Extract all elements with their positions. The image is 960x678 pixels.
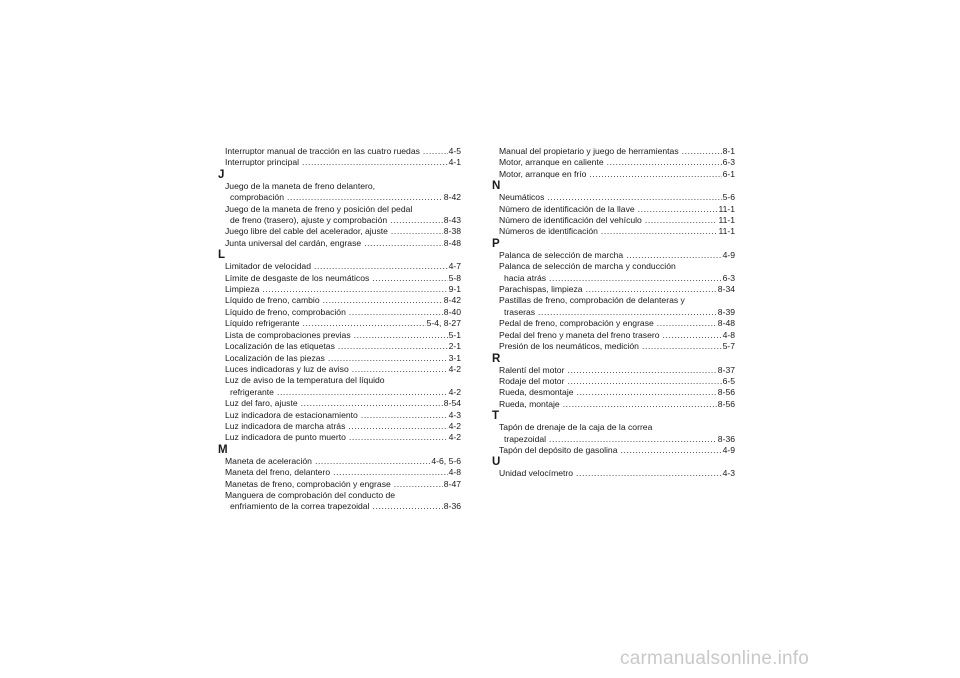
index-entry bbox=[492, 146, 735, 157]
index-page-ref: 6-1 bbox=[722, 168, 735, 179]
index-entry-text: Localización de las etiquetas bbox=[225, 341, 335, 352]
index-page-ref: 4-9 bbox=[722, 249, 735, 260]
index-section-letter: N bbox=[492, 180, 501, 193]
dot-leader bbox=[303, 318, 426, 329]
index-entry-text: Rodaje del motor bbox=[499, 375, 565, 386]
index-column-right bbox=[492, 146, 735, 480]
index-entry bbox=[492, 341, 735, 352]
index-entry bbox=[218, 273, 461, 284]
index-entry-text: Número de identificación del vehículo bbox=[499, 215, 642, 226]
index-entry bbox=[218, 238, 461, 249]
index-entry-text: Maneta de aceleración bbox=[225, 455, 312, 466]
dot-leader bbox=[682, 146, 722, 157]
index-entry bbox=[218, 364, 461, 375]
index-page-ref: 3-1 bbox=[448, 352, 461, 363]
index-entry bbox=[218, 204, 461, 227]
dot-leader bbox=[349, 432, 448, 443]
index-entry bbox=[218, 295, 461, 306]
index-entry-text: Juego de la maneta de freno delantero, bbox=[225, 180, 376, 191]
dot-leader bbox=[364, 238, 443, 249]
dot-leader bbox=[328, 353, 448, 364]
index-entry-text: hacia atrás bbox=[504, 272, 547, 283]
index-page-ref: 11-1 bbox=[718, 215, 735, 226]
index-page-ref: 8-38 bbox=[443, 226, 461, 237]
index-entry-text: Límite de desgaste de los neumáticos bbox=[225, 272, 370, 283]
index-section-letter: M bbox=[218, 443, 228, 456]
index-entry-text: Luz de aviso de la temperatura del líquido bbox=[225, 375, 385, 386]
index-entry bbox=[218, 375, 461, 398]
dot-leader bbox=[373, 501, 443, 512]
index-entry-text: Juego de la maneta de freno y posición del pedal bbox=[225, 203, 413, 214]
dot-leader bbox=[315, 456, 430, 467]
index-page-ref: 4-1 bbox=[448, 157, 461, 168]
dot-leader bbox=[390, 215, 443, 226]
index-entry-text: enfriamiento de la correa trapezoidal bbox=[230, 501, 370, 512]
dot-leader bbox=[549, 434, 717, 445]
dot-leader bbox=[567, 376, 721, 387]
index-page-ref: 4-9 bbox=[722, 444, 735, 455]
index-page-ref: 8-47 bbox=[443, 478, 461, 489]
index-section-letter: J bbox=[218, 168, 225, 181]
index-entry bbox=[218, 341, 461, 352]
index-page-ref: 4-2 bbox=[448, 432, 461, 443]
index-entry bbox=[218, 157, 461, 168]
index-entry-text: Parachispas, limpieza bbox=[499, 284, 583, 295]
index-page-ref: 8-34 bbox=[717, 284, 735, 295]
index-entry bbox=[218, 398, 461, 409]
index-entry bbox=[218, 146, 461, 157]
index-page-ref: 5-6 bbox=[722, 192, 735, 203]
index-page-ref: 8-37 bbox=[717, 364, 735, 375]
index-section-letter: L bbox=[218, 249, 226, 262]
index-entry bbox=[492, 318, 735, 329]
index-section-letter: P bbox=[492, 237, 500, 250]
index-entry bbox=[218, 421, 461, 432]
dot-leader bbox=[547, 192, 721, 203]
index-page-ref: 8-36 bbox=[717, 433, 735, 444]
index-entry-text: Pastillas de freno, comprobación de delanteras y bbox=[499, 295, 685, 306]
index-entry-text: Limitador de velocidad bbox=[225, 261, 311, 272]
dot-leader bbox=[338, 341, 448, 352]
dot-leader bbox=[549, 273, 722, 284]
dot-leader bbox=[621, 445, 722, 456]
index-entry-text: Líquido de freno, cambio bbox=[225, 295, 320, 306]
index-entry-text: Unidad velocímetro bbox=[499, 468, 574, 479]
dot-leader bbox=[423, 146, 448, 157]
dot-leader bbox=[577, 387, 717, 398]
dot-leader bbox=[538, 307, 717, 318]
index-page-ref: 8-42 bbox=[443, 192, 461, 203]
index-page-ref: 8-56 bbox=[717, 398, 735, 409]
index-entry bbox=[492, 422, 735, 445]
index-section-letter: T bbox=[492, 410, 500, 423]
dot-leader bbox=[372, 273, 447, 284]
dot-leader bbox=[576, 468, 722, 479]
index-entry bbox=[492, 399, 735, 410]
index-entry-text: Número de identificación de la llave bbox=[499, 203, 635, 214]
index-section-letter: R bbox=[492, 352, 501, 365]
index-page-ref: 8-40 bbox=[443, 306, 461, 317]
watermark-text: carmanualsonline.info bbox=[620, 648, 810, 669]
dot-leader bbox=[349, 307, 443, 318]
dot-leader bbox=[657, 318, 717, 329]
index-entry bbox=[218, 456, 461, 467]
dot-leader bbox=[645, 215, 718, 226]
index-page-ref: 4-8 bbox=[448, 467, 461, 478]
index-entry-text: traseras bbox=[504, 306, 536, 317]
dot-leader bbox=[302, 157, 448, 168]
index-entry-text: Líquido refrigerante bbox=[225, 318, 300, 329]
index-page-ref: 11-1 bbox=[718, 203, 735, 214]
index-entry bbox=[218, 181, 461, 204]
index-entry-text: Pedal del freno y maneta del freno trasero bbox=[499, 329, 660, 340]
index-entry-text: Ralentí del motor bbox=[499, 364, 565, 375]
index-entry bbox=[218, 307, 461, 318]
dot-leader bbox=[586, 284, 717, 295]
index-entry-text: Juego libre del cable del acelerador, ajuste bbox=[225, 226, 388, 237]
dot-leader bbox=[607, 157, 722, 168]
index-entry-text: Motor, arranque en caliente bbox=[499, 157, 604, 168]
index-page-ref: 8-39 bbox=[717, 306, 735, 317]
index-page-ref: 8-42 bbox=[443, 295, 461, 306]
dot-leader bbox=[567, 365, 716, 376]
index-entry bbox=[492, 284, 735, 295]
index-page-ref: 6-5 bbox=[722, 375, 735, 386]
dot-leader bbox=[642, 341, 722, 352]
dot-leader bbox=[352, 364, 448, 375]
index-page-ref: 8-36 bbox=[443, 501, 461, 512]
dot-leader bbox=[638, 204, 718, 215]
index-entry-text: Líquido de freno, comprobación bbox=[225, 306, 346, 317]
index-entry-text: Luz indicadora de punto muerto bbox=[225, 432, 346, 443]
dot-leader bbox=[354, 330, 448, 341]
index-entry-text: Luz indicadora de marcha atrás bbox=[225, 420, 346, 431]
index-entry bbox=[218, 318, 461, 329]
dot-leader bbox=[333, 467, 447, 478]
index-page-ref: 9-1 bbox=[448, 284, 461, 295]
index-entry bbox=[218, 330, 461, 341]
index-entry bbox=[492, 261, 735, 284]
index-entry bbox=[218, 432, 461, 443]
dot-leader bbox=[287, 192, 443, 203]
index-entry-text: de freno (trasero), ajuste y comprobación bbox=[230, 215, 388, 226]
index-page-ref: 4-3 bbox=[722, 468, 735, 479]
dot-leader bbox=[589, 169, 721, 180]
index-entry-text: Tapón de drenaje de la caja de la correa bbox=[499, 422, 653, 433]
index-entry-text: Neumáticos bbox=[499, 192, 545, 203]
index-page-ref: 4-8 bbox=[722, 329, 735, 340]
index-page-ref: 4-6, 5-6 bbox=[431, 455, 461, 466]
index-page-ref: 6-3 bbox=[722, 272, 735, 283]
index-page-ref: 4-2 bbox=[448, 363, 461, 374]
index-page-ref: 5-8 bbox=[448, 272, 461, 283]
index-section-letter: U bbox=[492, 456, 501, 469]
index-entry bbox=[218, 353, 461, 364]
index-column-left bbox=[218, 146, 461, 513]
dot-leader bbox=[262, 284, 447, 295]
index-entry-text: Junta universal del cardán, engrase bbox=[225, 237, 362, 248]
index-entry-text: Presión de los neumáticos, medición bbox=[499, 341, 639, 352]
index-entry bbox=[218, 226, 461, 237]
index-entry bbox=[492, 215, 735, 226]
index-entry bbox=[492, 330, 735, 341]
index-entry bbox=[492, 387, 735, 398]
dot-leader bbox=[314, 261, 448, 272]
index-page-ref: 8-54 bbox=[443, 398, 461, 409]
index-entry-text: Luces indicadoras y luz de aviso bbox=[225, 363, 349, 374]
index-entry-text: trapezoidal bbox=[504, 433, 547, 444]
index-entry-text: Interruptor manual de tracción en las cuatro ruedas bbox=[225, 146, 420, 156]
index-entry-text: Limpieza bbox=[225, 284, 260, 295]
index-entry bbox=[492, 445, 735, 456]
index-entry bbox=[492, 157, 735, 168]
index-entry-text: Localización de las piezas bbox=[225, 352, 325, 363]
index-entry bbox=[492, 468, 735, 479]
index-entry bbox=[492, 204, 735, 215]
index-page-ref: 5-1 bbox=[448, 329, 461, 340]
index-entry-text: Tapón del depósito de gasolina bbox=[499, 444, 618, 455]
index-entry-text: refrigerante bbox=[230, 386, 274, 397]
index-entry-text: Lista de comprobaciones previas bbox=[225, 329, 351, 340]
index-page-ref: 8-1 bbox=[722, 146, 735, 156]
index-page-ref: 4-3 bbox=[448, 409, 461, 420]
index-page-ref: 5-7 bbox=[722, 341, 735, 352]
index-entry bbox=[492, 169, 735, 180]
dot-leader bbox=[277, 387, 448, 398]
dot-leader bbox=[394, 479, 443, 490]
dot-leader bbox=[663, 330, 722, 341]
index-entry-text: Interruptor principal bbox=[225, 157, 300, 168]
index-entry-text: Manguera de comprobación del conducto de bbox=[225, 489, 396, 500]
index-page-ref: 4-2 bbox=[448, 420, 461, 431]
dot-leader bbox=[563, 399, 717, 410]
dot-leader bbox=[348, 421, 447, 432]
index-entry-text: Motor, arranque en frío bbox=[499, 168, 587, 179]
index-entry bbox=[492, 365, 735, 376]
index-entry-text: Luz indicadora de estacionamiento bbox=[225, 409, 358, 420]
index-page-ref: 8-48 bbox=[717, 318, 735, 329]
index-entry-text: Rueda, montaje bbox=[499, 398, 560, 409]
index-entry-text: Manetas de freno, comprobación y engrase bbox=[225, 478, 391, 489]
dot-leader bbox=[361, 410, 448, 421]
index-page-ref: 11-1 bbox=[718, 226, 735, 237]
index-entry-text: Maneta del freno, delantero bbox=[225, 467, 331, 478]
index-entry bbox=[218, 479, 461, 490]
dot-leader bbox=[601, 226, 718, 237]
index-entry-text: Palanca de selección de marcha y conducción bbox=[499, 261, 676, 272]
index-page-ref: 8-43 bbox=[443, 215, 461, 226]
index-page-ref: 4-7 bbox=[448, 261, 461, 272]
index-page-ref: 8-56 bbox=[717, 387, 735, 398]
index-entry bbox=[218, 261, 461, 272]
index-entry bbox=[492, 250, 735, 261]
index-entry bbox=[492, 226, 735, 237]
index-entry bbox=[492, 192, 735, 203]
index-page-ref: 5-4, 8-27 bbox=[426, 318, 461, 329]
index-entry-text: Pedal de freno, comprobación y engrase bbox=[499, 318, 654, 329]
index-entry bbox=[218, 467, 461, 478]
index-entry-text: comprobación bbox=[230, 192, 284, 203]
index-entry bbox=[492, 295, 735, 318]
dot-leader bbox=[301, 398, 443, 409]
index-entry-text: Manual del propietario y juego de herramientas bbox=[499, 146, 679, 156]
index-entry bbox=[218, 284, 461, 295]
index-entry bbox=[218, 490, 461, 513]
index-page-ref: 4-5 bbox=[448, 146, 461, 156]
dot-leader bbox=[626, 250, 721, 261]
index-entry-text: Luz del faro, ajuste bbox=[225, 398, 298, 409]
index-entry-text: Rueda, desmontaje bbox=[499, 387, 574, 398]
index-entry-text: Números de identificación bbox=[499, 226, 598, 237]
index-entry-text: Palanca de selección de marcha bbox=[499, 249, 624, 260]
dot-leader bbox=[323, 295, 443, 306]
index-page-ref: 2-1 bbox=[448, 341, 461, 352]
index-entry bbox=[218, 410, 461, 421]
index-page-ref: 4-2 bbox=[448, 386, 461, 397]
index-page-ref: 6-3 bbox=[722, 157, 735, 168]
index-page-ref: 8-48 bbox=[443, 237, 461, 248]
dot-leader bbox=[391, 226, 443, 237]
index-entry bbox=[492, 376, 735, 387]
